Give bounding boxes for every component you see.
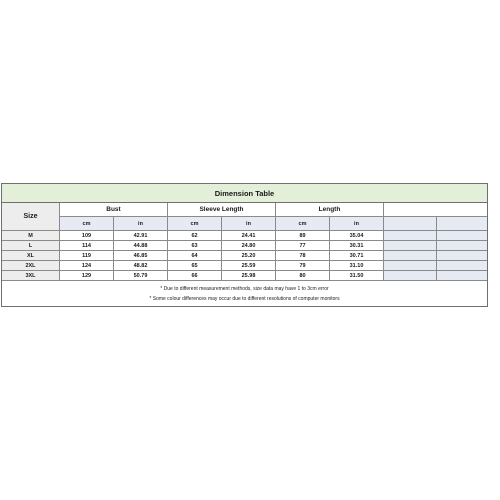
table-grid bbox=[2, 203, 487, 304]
sleeve-cm-cell: 65 bbox=[168, 261, 222, 271]
blank-cell bbox=[384, 261, 437, 271]
blank-cell bbox=[384, 241, 437, 251]
bust-cm-cell: 119 bbox=[60, 251, 114, 261]
bust-in-cell: 50.79 bbox=[114, 271, 168, 281]
header-row bbox=[2, 203, 487, 231]
table-row bbox=[2, 251, 487, 261]
table-row bbox=[2, 271, 487, 281]
blank-cell bbox=[437, 251, 487, 261]
length-group bbox=[276, 203, 384, 231]
blank-header bbox=[384, 203, 487, 217]
bust-in-header: in bbox=[114, 217, 168, 231]
blank-cell bbox=[384, 251, 437, 261]
sleeve-in-cell: 24.80 bbox=[222, 241, 276, 251]
bust-in-cell: 48.82 bbox=[114, 261, 168, 271]
length-in-cell: 30.71 bbox=[330, 251, 384, 261]
length-cm-header: cm bbox=[276, 217, 330, 231]
length-header: Length bbox=[276, 203, 384, 217]
sleeve-in-cell: 24.41 bbox=[222, 231, 276, 241]
bust-in-cell: 44.88 bbox=[114, 241, 168, 251]
length-cm-cell: 80 bbox=[276, 271, 330, 281]
sleeve-in-cell: 25.59 bbox=[222, 261, 276, 271]
bust-cm-header: cm bbox=[60, 217, 114, 231]
sleeve-in-cell: 25.98 bbox=[222, 271, 276, 281]
bust-header: Bust bbox=[60, 203, 168, 217]
size-cell: 2XL bbox=[2, 261, 60, 271]
sleeve-cm-cell: 63 bbox=[168, 241, 222, 251]
length-cm-cell: 89 bbox=[276, 231, 330, 241]
sleeve-cm-header: cm bbox=[168, 217, 222, 231]
table-title: Dimension Table bbox=[2, 184, 487, 203]
length-in-cell: 30.31 bbox=[330, 241, 384, 251]
blank-cell bbox=[437, 271, 487, 281]
blank-cell bbox=[437, 231, 487, 241]
sleeve-length-header: Sleeve Length bbox=[168, 203, 276, 217]
length-cm-cell: 78 bbox=[276, 251, 330, 261]
length-cm-cell: 77 bbox=[276, 241, 330, 251]
size-cell: 3XL bbox=[2, 271, 60, 281]
size-cell: XL bbox=[2, 251, 60, 261]
blank-cell bbox=[437, 241, 487, 251]
sleeve-in-header: in bbox=[222, 217, 276, 231]
sleeve-in-cell: 25.20 bbox=[222, 251, 276, 261]
measurement-note: * Due to different measurement methods, size data may have 1 to 3cm error bbox=[160, 286, 329, 292]
size-cell: M bbox=[2, 231, 60, 241]
blank-sub-header bbox=[437, 217, 487, 231]
bust-cm-cell: 124 bbox=[60, 261, 114, 271]
sleeve-group bbox=[168, 203, 276, 231]
bust-cm-cell: 114 bbox=[60, 241, 114, 251]
bust-cm-cell: 109 bbox=[60, 231, 114, 241]
blank-group bbox=[384, 203, 487, 231]
blank-cell bbox=[437, 261, 487, 271]
sleeve-cm-cell: 64 bbox=[168, 251, 222, 261]
size-cell: L bbox=[2, 241, 60, 251]
length-in-cell: 31.10 bbox=[330, 261, 384, 271]
bust-in-cell: 42.91 bbox=[114, 231, 168, 241]
table-row bbox=[2, 261, 487, 271]
blank-cell bbox=[384, 231, 437, 241]
length-in-cell: 35.04 bbox=[330, 231, 384, 241]
table-row bbox=[2, 241, 487, 251]
dimension-table bbox=[1, 183, 488, 307]
bust-cm-cell: 129 bbox=[60, 271, 114, 281]
length-in-header: in bbox=[330, 217, 384, 231]
bust-group bbox=[60, 203, 168, 231]
sleeve-cm-cell: 66 bbox=[168, 271, 222, 281]
blank-cell bbox=[384, 271, 437, 281]
length-cm-cell: 79 bbox=[276, 261, 330, 271]
sleeve-cm-cell: 62 bbox=[168, 231, 222, 241]
table-notes bbox=[2, 281, 487, 304]
colour-note: * Some colour differences may occur due to different resolutions of computer monitors bbox=[149, 296, 340, 302]
table-row bbox=[2, 231, 487, 241]
blank-sub-header bbox=[384, 217, 437, 231]
size-header: Size bbox=[2, 203, 60, 231]
length-in-cell: 31.50 bbox=[330, 271, 384, 281]
bust-in-cell: 46.85 bbox=[114, 251, 168, 261]
